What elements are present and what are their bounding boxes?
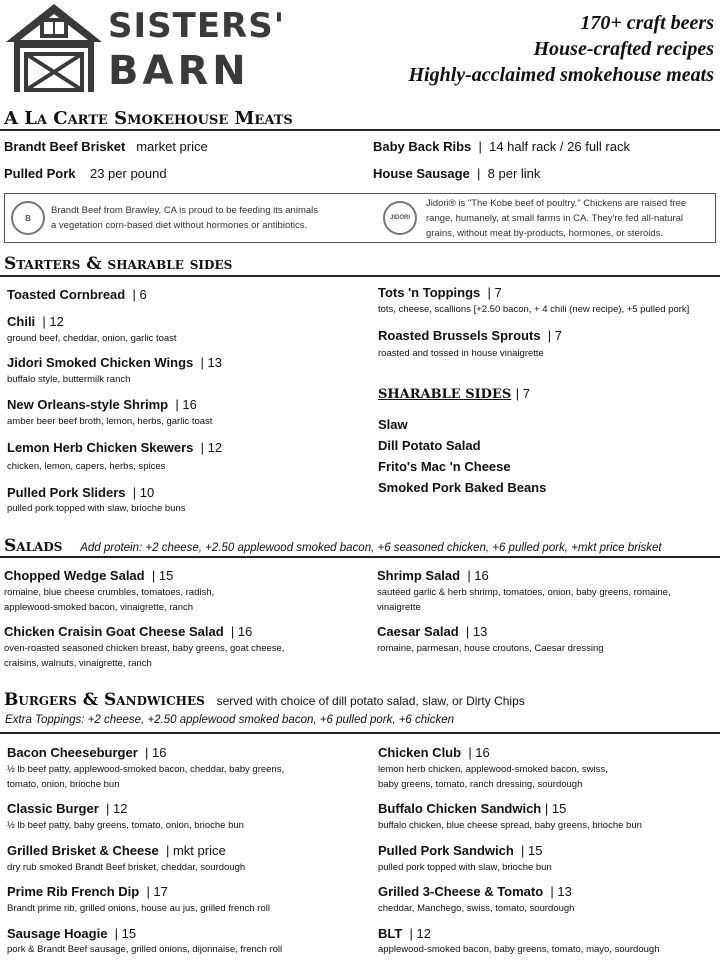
menu-item-desc: dry rub smoked Brandt Beef brisket, cheddar, sourdough — [7, 862, 246, 873]
menu-item-desc: Brandt prime rib, grilled onions, house au jus, grilled french roll — [7, 903, 270, 914]
section-title-a-la-carte: A La Carte Smokehouse Meats — [4, 108, 293, 129]
tagline-meats: Highly-acclaimed smokehouse meats — [408, 64, 714, 86]
menu-item-name: Chicken Club | 16 — [378, 745, 490, 760]
menu-item-name: Caesar Salad | 13 — [377, 624, 488, 639]
menu-item-desc: applewood-smoked bacon, baby greens, tomato, mayo, sourdough — [378, 944, 660, 955]
menu-item-name: Sausage Hoagie | 15 — [7, 926, 137, 941]
meat-item: Pulled Pork 23 per pound — [4, 166, 167, 181]
sharable-side-item: Frito's Mac 'n Cheese — [378, 459, 511, 474]
sharable-side-item: Dill Potato Salad — [378, 438, 481, 453]
menu-item-desc: chicken, lemon, capers, herbs, spices — [7, 461, 166, 472]
menu-item-name: Buffalo Chicken Sandwich | 15 — [378, 801, 567, 816]
menu-item-name: Shrimp Salad | 16 — [377, 568, 489, 583]
menu-item-desc: pulled pork topped with slaw, brioche buns — [7, 503, 186, 514]
menu-item-desc: tots, cheese, scallions [+2.50 bacon, + 4 chili (new recipe), +5 pulled pork] — [378, 304, 690, 315]
jidori-info-line2: range, humanely, at small farms in CA. They're fed all-natural — [426, 213, 684, 224]
brand-name-line2: BARN — [108, 48, 250, 94]
menu-item-name: Pulled Pork Sandwich | 15 — [378, 843, 543, 858]
meat-item: House Sausage | 8 per link — [373, 166, 541, 181]
sharable-side-item: Slaw — [378, 417, 408, 432]
brandt-info-line1: Brandt Beef from Brawley, CA is proud to be feeding its animals — [51, 205, 319, 216]
menu-item-name: Bacon Cheeseburger | 16 — [7, 745, 167, 760]
menu-item-name: Prime Rib French Dip | 17 — [7, 884, 168, 899]
menu-item-desc: romaine, parmesan, house croutons, Caesar dressing — [377, 643, 604, 654]
jidori-info-line1: Jidori® is "The Kobe beef of poultry." Chickens are raised free — [426, 198, 687, 209]
section-divider — [0, 275, 720, 277]
menu-item-desc: oven-roasted seasoned chicken breast, baby greens, goat cheese, — [4, 643, 285, 654]
menu-item-desc: vinaigrette — [377, 602, 421, 613]
menu-item-desc: buffalo style, buttermilk ranch — [7, 374, 131, 385]
menu-item-name: Toasted Cornbread | 6 — [7, 287, 147, 302]
sourcing-info-box — [4, 193, 716, 243]
menu-item-desc: lemon herb chicken, applewood-smoked bacon, swiss, — [378, 764, 608, 775]
menu-item-desc: craisins, walnuts, vinaigrette, ranch — [4, 658, 152, 669]
menu-item-name: Chicken Craisin Goat Cheese Salad | 16 — [4, 624, 253, 639]
sharable-sides-heading: SHARABLE SIDES | 7 — [378, 386, 530, 402]
menu-item-desc: ½ lb beef patty, applewood-smoked bacon, cheddar, baby greens, — [7, 764, 285, 775]
menu-item-desc: roasted and tossed in house vinaigrette — [378, 348, 544, 359]
brandt-beef-seal-icon: B — [11, 201, 45, 235]
menu-item-name: Chopped Wedge Salad | 15 — [4, 568, 174, 583]
menu-item-name: Classic Burger | 12 — [7, 801, 128, 816]
menu-item-name: BLT | 12 — [378, 926, 431, 941]
meat-item: Baby Back Ribs | 14 half rack / 26 full rack — [373, 139, 630, 154]
section-divider — [0, 129, 720, 131]
menu-item-desc: cheddar, Manchego, swiss, tomato, sourdough — [378, 903, 575, 914]
tagline-beers: 170+ craft beers — [580, 12, 714, 34]
menu-item-desc: tomato, onion, brioche bun — [7, 779, 120, 790]
menu-item-desc: baby greens, tomato, ranch dressing, sourdough — [378, 779, 583, 790]
extra-toppings-note: Extra Toppings: +2 cheese, +2.50 applewood smoked bacon, +6 pulled pork, +6 chicken — [5, 714, 455, 726]
sharable-side-item: Smoked Pork Baked Beans — [378, 480, 547, 495]
menu-item-desc: romaine, blue cheese crumbles, tomatoes, radish, — [4, 587, 215, 598]
menu-item-desc: buffalo chicken, blue cheese spread, baby greens, brioche bun — [378, 820, 642, 831]
menu-item-desc: pulled pork topped with slaw, brioche bun — [378, 862, 552, 873]
jidori-info-line3: grains, without meat by-products, hormones, or steroids. — [426, 228, 664, 239]
tagline-recipes: House-crafted recipes — [533, 38, 714, 60]
menu-item-desc: ½ lb beef patty, baby greens, tomato, onion, brioche bun — [7, 820, 244, 831]
menu-item-name: Pulled Pork Sliders | 10 — [7, 485, 155, 500]
menu-item-desc: amber beer beef broth, lemon, herbs, garlic toast — [7, 416, 213, 427]
menu-item-name: Chili | 12 — [7, 314, 64, 329]
jidori-seal-icon: JIDORI — [383, 201, 417, 235]
menu-item-name: Lemon Herb Chicken Skewers | 12 — [7, 440, 223, 455]
menu-item-name: Grilled Brisket & Cheese | mkt price — [7, 843, 226, 858]
menu-item-desc: applewood-smoked bacon, vinaigrette, ranch — [4, 602, 194, 613]
brand-name-line1: SISTERS' — [108, 6, 286, 46]
burgers-side-note: served with choice of dill potato salad, slaw, or Dirty Chips — [216, 694, 525, 708]
salads-protein-note: Add protein: +2 cheese, +2.50 applewood smoked bacon, +6 seasoned chicken, +6 pulled pork, +mkt price brisket — [80, 542, 662, 554]
menu-item-name: Jidori Smoked Chicken Wings | 13 — [7, 355, 222, 370]
section-divider — [0, 732, 720, 734]
menu-item-name: Roasted Brussels Sprouts | 7 — [378, 328, 562, 343]
section-title-burgers: Burgers & Sandwiches served with choice of dill potato salad, slaw, or Dirty Chips — [4, 690, 525, 710]
section-title-salads: Salads Add protein: +2 cheese, +2.50 applewood smoked bacon, +6 seasoned chicken, +6 pulled pork, +mkt price brisket — [4, 536, 662, 556]
menu-item-desc: sautéed garlic & herb shrimp, tomatoes, onion, baby greens, romaine, — [377, 587, 671, 598]
menu-item-name: Tots 'n Toppings | 7 — [378, 285, 502, 300]
barn-icon — [4, 2, 104, 94]
section-divider — [0, 556, 720, 558]
brandt-info-line2: a vegetation corn-based diet without hormones or antibiotics. — [51, 220, 308, 231]
menu-item-name: New Orleans-style Shrimp | 16 — [7, 397, 197, 412]
menu-item-name: Grilled 3-Cheese & Tomato | 13 — [378, 884, 572, 899]
section-title-starters: Starters & sharable sides — [4, 254, 233, 274]
menu-item-desc: pork & Brandt Beef sausage, grilled onions, dijonnaise, french roll — [7, 944, 283, 955]
meat-item: Brandt Beef Brisket market price — [4, 139, 208, 154]
menu-item-desc: ground beef, cheddar, onion, garlic toast — [7, 333, 177, 344]
